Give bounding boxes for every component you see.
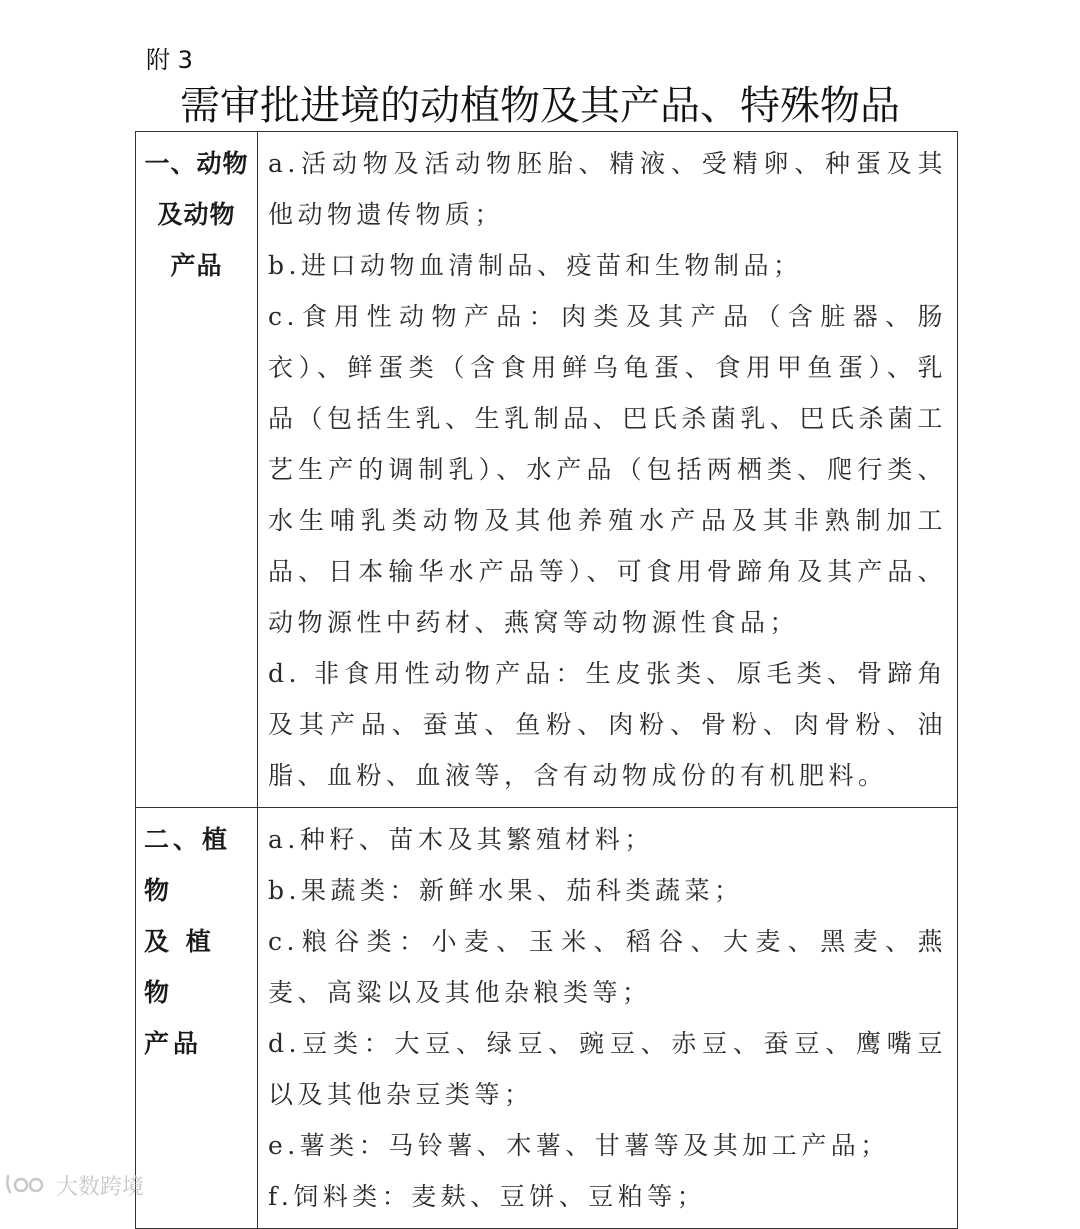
list-item: d. 非食用性动物产品：生皮张类、原毛类、骨蹄角及其产品、蚕茧、鱼粉、肉粉、骨粉、肉骨粉、油脂、血粉、血液等，含有动物成份的有机肥料。 <box>268 659 947 790</box>
brand-logo-icon <box>4 1172 50 1198</box>
list-item: c.粮谷类：小麦、玉米、稻谷、大麦、黑麦、燕麦、高粱以及其他杂粮类等； <box>268 927 947 1007</box>
document-title: 需审批进境的动植物及其产品、特殊物品 <box>180 83 900 129</box>
category-label-line: 产品 <box>144 1029 203 1058</box>
list-item: a.活动物及活动物胚胎、精液、受精卵、种蛋及其他动物遗传物质； <box>268 149 947 229</box>
category-label-line: 产品 <box>170 251 223 280</box>
category-label-line: 及动物 <box>157 200 236 229</box>
list-item: c.食用性动物产品：肉类及其产品（含脏器、肠衣）、鲜蛋类（含食用鲜乌龟蛋、食用甲鱼蛋）、乳品（包括生乳、生乳制品、巴氏杀菌乳、巴氏杀菌工艺生产的调制乳）、水产品（包括两栖类、爬行类、水生哺乳类动物及其他养殖水产品及其非熟制加工品、日本输华水产品等）、可食用骨蹄角及其产品、动物源性中药材、燕窝等动物源性食品； <box>268 302 947 637</box>
category-label-line: 二、植物 <box>144 825 232 905</box>
table-row-plant <box>136 808 958 1229</box>
watermark-text: 大数跨境 <box>56 1174 145 1200</box>
list-item: b.果蔬类：新鲜水果、茄科类蔬菜； <box>268 876 744 905</box>
list-item: a.种籽、苗木及其繁殖材料； <box>268 825 654 854</box>
list-item: f.饲料类：麦麸、豆饼、豆粕等； <box>268 1182 707 1211</box>
list-item: b.进口动物血清制品、疫苗和生物制品； <box>268 251 803 280</box>
items-cell-animal <box>258 132 958 808</box>
category-cell-plant <box>136 808 258 1229</box>
list-item: e.薯类：马铃薯、木薯、甘薯等及其加工产品； <box>268 1131 890 1160</box>
watermark <box>4 1168 144 1202</box>
category-label-line: 一、动物 <box>144 149 249 178</box>
category-cell-animal <box>136 132 258 808</box>
category-label-line: 及 植 物 <box>144 927 215 1007</box>
approval-table <box>135 131 958 1229</box>
table-row-animal <box>136 132 958 808</box>
list-item: d.豆类：大豆、绿豆、豌豆、赤豆、蚕豆、鹰嘴豆以及其他杂豆类等； <box>268 1029 947 1109</box>
attachment-label: 附 3 <box>146 46 193 74</box>
items-cell-plant <box>258 808 958 1229</box>
